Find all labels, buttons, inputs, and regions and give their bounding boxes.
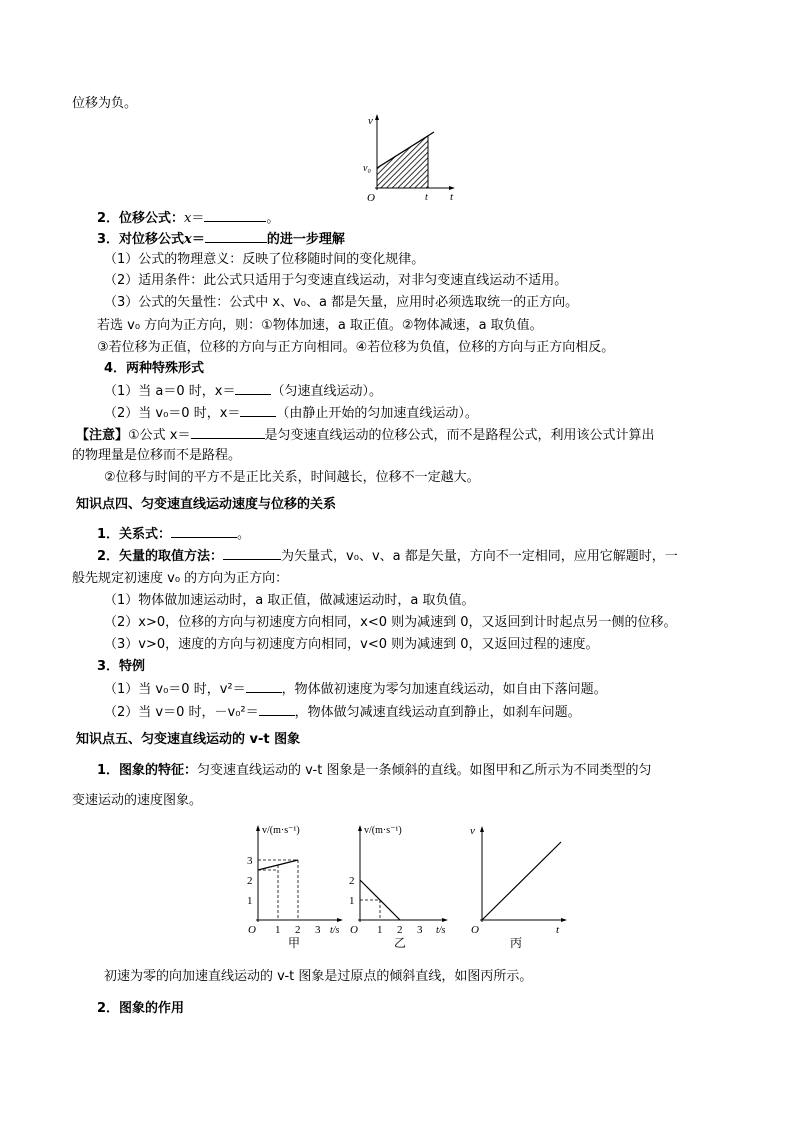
chart-jia — [240, 820, 350, 952]
x-axis-label: t — [556, 924, 560, 936]
x-tick-label: 3 — [417, 924, 423, 936]
x-axis-label: t/s — [436, 925, 446, 936]
text-line: 2．位移公式：x＝ 。 — [97, 211, 280, 226]
text-line: 2．矢量的取值方法： 为矢量式，v₀、v、a 都是矢量，方向不一定相同，应用它解题时，一 — [97, 549, 678, 564]
text-line: （1）当 v₀＝0 时，v²＝ ，物体做初速度为零匀加速直线运动，如自由下落问题。 — [104, 682, 607, 697]
text-line: （2）x>0，位移的方向与初速度方向相同，x<0 则为减速到 0，又返回到计时起点另一侧的位移。 — [104, 615, 677, 630]
text-line: 般先规定初速度 v₀ 的方向为正方向： — [72, 571, 289, 586]
origin-label: O — [471, 924, 479, 936]
text-line: （2）当 v＝0 时，－v₀²＝ ，物体做匀减速直线运动直到静止，如刹车问题。 — [104, 705, 581, 720]
origin-label: O — [350, 924, 358, 936]
caption: 乙 — [394, 936, 407, 950]
origin-label: O — [248, 924, 256, 936]
section-heading: 知识点四、匀变速直线运动速度与位移的关系 — [76, 497, 337, 512]
y-axis-label: v/(m·s⁻¹) — [262, 825, 300, 836]
x-tick-label: 2 — [295, 924, 301, 936]
text-line: 1．关系式： 。 — [97, 527, 251, 542]
answer-blank — [223, 547, 281, 560]
velocity-line — [482, 842, 561, 920]
answer-blank — [204, 209, 266, 222]
x-axis-label: t/s — [330, 925, 340, 936]
text-line: （2）适用条件：此公式只适用于匀变速直线运动，对非匀变速直线运动不适用。 — [104, 273, 568, 288]
v0-label: v₀ — [363, 163, 371, 174]
text-line: 【注意】①公式 x＝ 是匀变速直线运动的位移公式，而不是路程公式，利用该公式计算出 — [76, 428, 655, 443]
y-tick-label: 2 — [247, 875, 253, 887]
text-line: （1）物体做加速运动时，a 取正值，做减速运动时，a 取负值。 — [104, 593, 475, 608]
text-line: 2．图象的作用 — [97, 1001, 185, 1016]
text-line: 3．对位移公式x＝ 的进一步理解 — [97, 232, 345, 247]
v-axis-label: v — [368, 115, 373, 127]
text-line: ②位移与时间的平方不是正比关系，时间越长，位移不一定越大。 — [104, 470, 480, 485]
text-line: 变速运动的速度图象。 — [72, 793, 203, 808]
answer-blank — [205, 230, 267, 243]
text-line: 1．图象的特征：匀变速直线运动的 v-t 图象是一条倾斜的直线。如图甲和乙所示为不同类型的匀 — [97, 763, 652, 778]
t-axis-label: t — [450, 191, 454, 203]
text-line: ③若位移为正值，位移的方向与正方向相同。④若位移为负值，位移的方向与正方向相反。 — [97, 340, 615, 355]
answer-blank — [259, 703, 295, 716]
answer-blank — [171, 525, 237, 538]
caption: 丙 — [510, 936, 523, 950]
shaded-area — [377, 136, 428, 188]
x-tick-label: 1 — [275, 924, 281, 936]
text-line: （1）公式的物理意义：反映了位移随时间的变化规律。 — [104, 252, 425, 267]
y-tick-label: 1 — [247, 895, 253, 907]
chart-bing — [468, 820, 578, 952]
y-tick-label: 3 — [247, 855, 253, 867]
caption: 甲 — [288, 936, 301, 950]
text-line: （1）当 a＝0 时，x＝ （匀速直线运动）。 — [104, 384, 382, 399]
section-heading: 知识点五、匀变速直线运动的 v-t 图象 — [76, 732, 301, 747]
text-line: （3）公式的矢量性：公式中 x、v₀、a 都是矢量，应用时必须选取统一的正方向。 — [104, 295, 579, 310]
answer-blank — [246, 680, 282, 693]
chart-yi — [342, 820, 457, 952]
text-line: 4．两种特殊形式 — [104, 361, 205, 376]
t-tick-label: t — [425, 192, 428, 203]
velocity-area-figure — [360, 112, 460, 207]
text-line: 若选 v₀ 方向为正方向，则：①物体加速，a 取正值。②物体减速，a 取负值。 — [97, 318, 543, 333]
x-tick-label: 3 — [315, 924, 321, 936]
y-tick-label: 2 — [349, 875, 355, 887]
x-tick-label: 1 — [377, 924, 383, 936]
y-tick-label: 1 — [349, 895, 355, 907]
text-line: 初速为零的向加速直线运动的 v-t 图象是过原点的倾斜直线，如图丙所示。 — [104, 969, 533, 984]
x-tick-label: 2 — [397, 924, 403, 936]
text-line: 3．特例 — [97, 659, 146, 674]
text-line: （2）当 v₀＝0 时，x＝ （由静止开始的匀加速直线运动）。 — [104, 406, 478, 421]
text-line: 位移为负。 — [72, 96, 138, 111]
text-line: 的物理量是位移而不是路程。 — [72, 448, 242, 463]
y-axis-label: v/(m·s⁻¹) — [364, 825, 402, 836]
answer-blank — [240, 404, 276, 417]
text-line: （3）v>0，速度的方向与初速度方向相同，v<0 则为减速到 0，又返回过程的速度。 — [104, 637, 599, 652]
answer-blank — [235, 382, 271, 395]
y-axis-label: v — [470, 825, 475, 837]
origin-label: O — [367, 192, 375, 204]
answer-blank — [191, 426, 265, 439]
